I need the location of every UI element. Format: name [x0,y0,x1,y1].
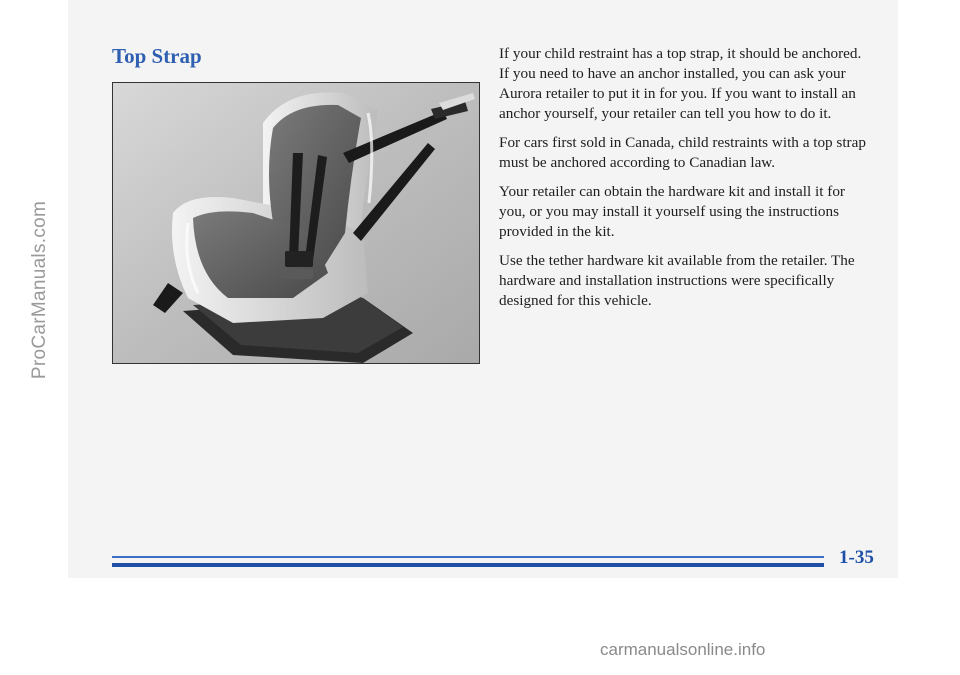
footer-rule-thick [112,563,824,567]
side-watermark-text: ProCarManuals.com [29,200,50,380]
paragraph-top-strap-anchor: If your child restraint has a top strap, it should be anchored. If you need to have an anchor installed, you can ask your Aurora retailer to put it in for you. If you want to install an anchor yourself, your retailer can tell you how to do it. [499,45,862,122]
paragraph-tether-kit: Use the tether hardware kit available from the retailer. The hardware and installation instructions were specifically designed for this vehicle. [499,252,855,309]
child-seat-icon [113,83,479,363]
footer-rule-thin [112,556,824,558]
child-seat-illustration [112,82,480,364]
footer-watermark: carmanualsonline.info [600,640,766,659]
side-watermark [30,190,50,390]
paragraph-canada-law: For cars first sold in Canada, child restraints with a top strap must be anchored according to Canadian law. [499,134,866,171]
body-text [499,44,871,320]
section-title: Top Strap [112,44,202,68]
paragraph-hardware-kit: Your retailer can obtain the hardware kit and install it for you, or you may install it yourself using the instructions provided in the kit. [499,183,845,240]
page-number: 1-35 [839,547,874,568]
